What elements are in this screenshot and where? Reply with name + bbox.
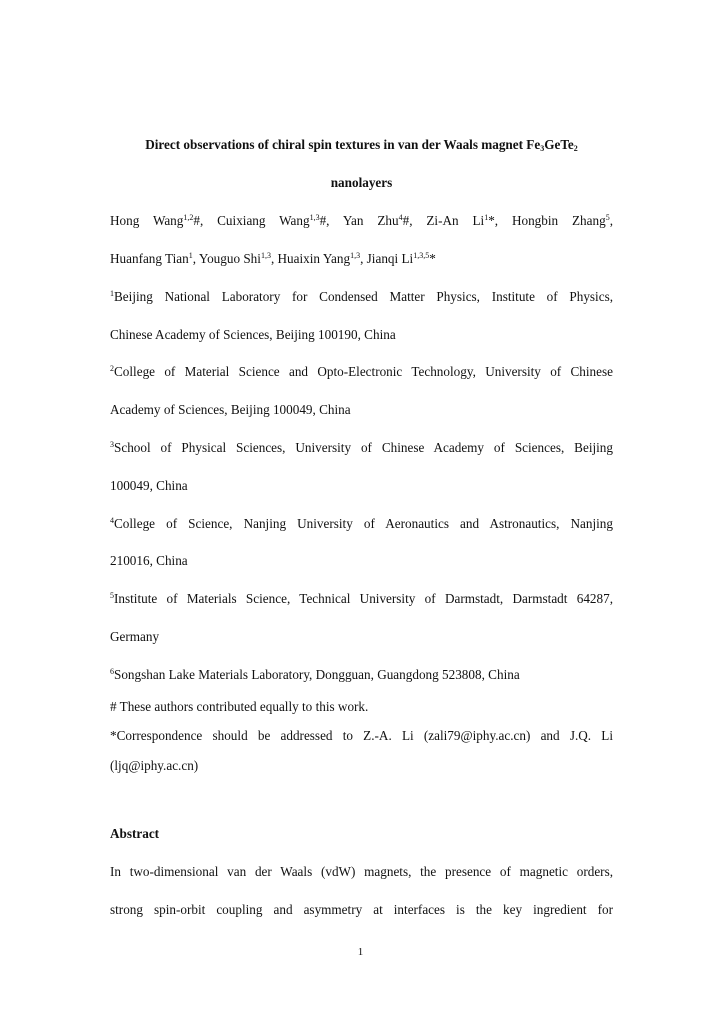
abstract-heading: Abstract (110, 826, 160, 841)
author: Yan Zhu$^4$#, (342, 213, 413, 228)
correspondence-line-1: *Correspondence should be addressed to Z.-A. Li (zali79@iphy.ac.cn) and J.Q. Li (110, 728, 613, 743)
author: Cuixiang Wang$^{1,3}$#, (217, 213, 330, 228)
paper-title-line-2: nanolayers (330, 175, 393, 190)
affiliation-1-line-1: $^1$Beijing National Laboratory for Condensed Matter Physics, Institute of Physics, (110, 289, 613, 304)
author: Hongbin Zhang$^5$, (511, 213, 613, 228)
author: Youguo Shi$^{1,3}$, (198, 251, 275, 266)
abstract-line-1: In two-dimensional van der Waals (vdW) magnets, the presence of magnetic orders, (110, 864, 613, 879)
affiliation-3-line-1: $^3$School of Physical Sciences, University of Chinese Academy of Sciences, Beijing (110, 440, 613, 455)
author: Zi-An Li$^1$*, (426, 213, 499, 228)
equal-contribution-note: # These authors contributed equally to this work. (110, 699, 369, 714)
author: Jianqi Li$^{1,3,5}$* (366, 251, 436, 266)
page-number: 1 (357, 946, 364, 958)
author-list-line-2 (110, 251, 613, 267)
affiliation-4-line-1: $^4$College of Science, Nanjing University of Aeronautics and Astronautics, Nanjing (110, 516, 613, 531)
paper-title-line-1: Direct observations of chiral spin textures in van der Waals magnet $Fe_3GeTe_2$ (145, 137, 578, 153)
author: Hong Wang$^{1,2}$#, (110, 213, 204, 228)
affiliation-2-line-1: $^2$College of Material Science and Opto-Electronic Technology, University of Chinese (110, 364, 613, 379)
author: Huanfang Tian$^1$, (110, 251, 197, 266)
affiliation-1-line-2: Chinese Academy of Sciences, Beijing 100190, China (110, 327, 396, 342)
affiliation-6: $^6$Songshan Lake Materials Laboratory, Dongguan, Guangdong 523808, China (110, 667, 520, 682)
affiliation-4-line-2: 210016, China (110, 553, 188, 568)
affiliation-2-line-2: Academy of Sciences, Beijing 100049, China (110, 402, 351, 417)
affiliation-3-line-2: 100049, China (110, 478, 188, 493)
affiliation-5-line-2: Germany (110, 629, 160, 644)
author: Huaixin Yang$^{1,3}$, (277, 251, 364, 266)
affiliation-5-line-1: $^5$Institute of Materials Science, Technical University of Darmstadt, Darmstadt 64287, (110, 591, 613, 606)
abstract-line-2: strong spin-orbit coupling and asymmetry at interfaces is the key ingredient for (110, 902, 613, 917)
author-list-line-1 (110, 213, 613, 229)
correspondence-line-2: (ljq@iphy.ac.cn) (110, 758, 199, 773)
